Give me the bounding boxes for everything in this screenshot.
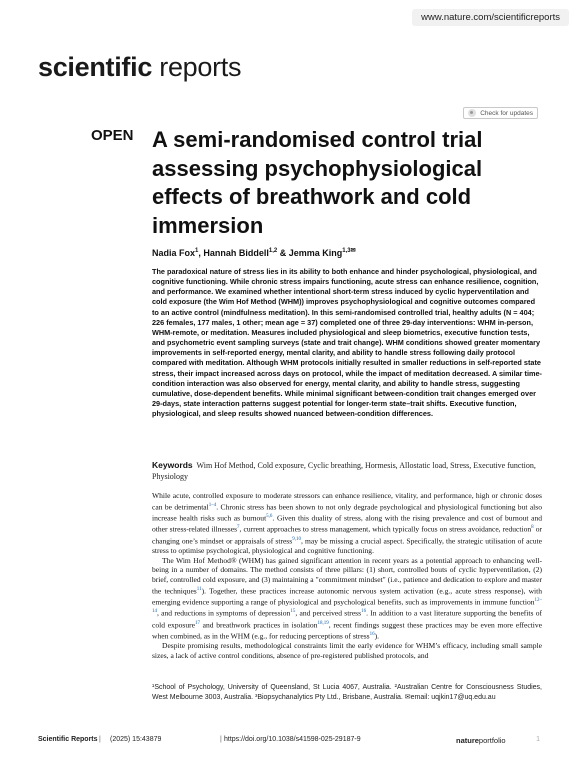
body-text — [152, 491, 542, 661]
citation-link[interactable]: 9,10 — [292, 536, 301, 542]
citation-link[interactable]: 1–4 — [208, 502, 217, 508]
citation-link[interactable]: 8 — [531, 525, 534, 531]
author-name[interactable]: Hannah Biddell — [203, 248, 269, 258]
body-paragraph-2: The Wim Hof Method® (WHM) has gained significant attention in recent years as a potential approach to enhancing well-being in a number of domains. The method consists of three pillars: (1) short, controlled bouts of cyclic hyperventilation, (2) brief, controlled cold exposure, and (3) maintaining a "commitment mindset" (i.e., patience and dedication to explore and master the techniques$^{11}$). Together, these practices increase autonomic nervous system activation (e.g., acute stress response), with emerging evidence supporting a range of physiological and psychological benefits, such as improvements in immune function$^{12-14}$, and reductions in symptoms of depression$^{15}$, and perceived stress$^{16}$. In addition to a vast literature supporting the benefits of cold exposure$^{17}$ and breathwork practices in isolation$^{18,19}$, recent findings suggest these practices may be even more effective when combined, as in the WHM (e.g., for reducing perceptions of stress$^{16}$). — [152, 555, 543, 641]
keywords-label: Keywords — [152, 460, 193, 470]
footer-journal: Scientific Reports — [38, 736, 98, 743]
article-title: A semi-randomised control trial assessing psychophysiological effects of breathwork and cold immersion — [152, 127, 483, 238]
check-for-updates-label: Check for updates — [480, 109, 533, 117]
author-separator: & — [277, 248, 289, 258]
citation-link[interactable]: 12–14 — [152, 598, 542, 615]
page-number: 1 — [536, 736, 540, 743]
author-separator: , — [198, 248, 204, 258]
footer-volume: (2025) 15:43879 — [110, 736, 162, 743]
author-name[interactable]: Nadia Fox — [152, 248, 196, 258]
footer-doi-link[interactable]: https://doi.org/10.1038/s41598-025-29187-9 — [224, 736, 361, 743]
footer-separator: | — [220, 736, 222, 743]
citation-link[interactable]: 5,6 — [266, 514, 273, 520]
page-footer — [38, 736, 540, 748]
author-affiliation: 1,2 — [268, 248, 278, 254]
footer-separator: | — [99, 736, 101, 743]
author-list — [152, 247, 356, 258]
citation-link[interactable]: 11 — [196, 586, 202, 592]
author-affiliation: 1 — [195, 248, 199, 254]
citation-link[interactable]: 18,19 — [317, 620, 329, 626]
body-paragraph-3: Despite promising results, methodological constraints limit the early evidence for WHM’s efficacy, including small sample sizes, a lack of active control conditions, absence of pre-registered published protocols, and — [152, 641, 542, 660]
publisher-logo-light: portfolio — [478, 736, 506, 745]
citation-link[interactable]: 16 — [361, 609, 367, 615]
keywords — [152, 460, 542, 482]
citation-link[interactable]: 15 — [290, 609, 296, 615]
abstract: The paradoxical nature of stress lies in its ability to both enhance and hinder psychological, physiological, and cognitive functioning. While chronic stress impairs functioning, acute stress can enhance resilience, cognition, and performance. We examined whether intentional short-term stress induced by cyclic hyperventilation and cold exposure (the Wim Hof Method (WHM)) improves psychophysiological and cognitive outcomes compared to an active control (mindfulness meditation). In this semi-randomised controlled trial, healthy adults (N = 404; 226 females, 177 males, 1 other; mean age = 37) completed one of three 29-day interventions: WHM in-person, WHM-remote, or meditation. Measures included physiological and sleep biometrics, executive function tests, and psychometric event sampling surveys (state and trait change). WHM conditions showed greater momentary improvements in self-reported energy, mental clarity, and ability to handle stress following daily protocol compared with meditation. Although WHM protocols initially resulted in smaller reductions in self-reported state stress, their impact increased across days on protocol, while the impact of meditation decreased. A similar time-condition interaction was also observed for energy, mental clarity, and ability to handle stress, suggesting cumulative, dose-dependent benefits. While minimal significant between-condition trait changes emerged over 29-days, state interaction patterns suggest potential for longer-term state–trait shifts. Executive function, physiological, and sleep results showed nuanced between-condition differences. — [152, 267, 542, 419]
body-paragraph-1: While acute, controlled exposure to moderate stressors can enhance resilience, vitality, and performance, high or chronic doses can be detrimental$^{1-4}$. Chronic stress has been shown to not only degrade psychological and physiological functioning but also increase health risks such as burnout$^{5,6}$. Given this duality of stress, along with the rising prevalence and cost of burnout and other stress-related illnesses$^7$, current approaches to stress management, which typically focus on stress avoidance, reduction$^8$ or changing one’s mindset or appraisals of stress$^{9,10}$, may be missing a crucial aspect. Specifically, the strategic utilisation of acute stress to optimise psychological, physiological and cognitive functioning. — [152, 491, 542, 555]
keywords-list: Wim Hof Method, Cold exposure, Cyclic breathing, Hormesis, Allostatic load, Stress, Executive function, Physiology — [152, 461, 536, 481]
citation-link[interactable]: 17 — [194, 620, 200, 626]
check-for-updates-button[interactable] — [463, 107, 538, 119]
update-check-icon — [468, 109, 476, 117]
journal-url[interactable]: www.nature.com/scientificreports — [412, 9, 569, 26]
open-access-label: OPEN — [91, 127, 134, 144]
publisher-logo-bold: nature — [456, 736, 479, 745]
citation-link[interactable]: 16 — [369, 631, 375, 637]
journal-logo-bold: scientific — [38, 52, 153, 82]
author-name[interactable]: Jemma King — [288, 248, 343, 258]
journal-logo-light: reports — [152, 52, 242, 82]
email-icon[interactable]: ✉ — [350, 248, 356, 254]
author-affiliation: 1,3 — [342, 248, 351, 254]
citation-link[interactable]: 7 — [237, 525, 240, 531]
journal-logo[interactable] — [38, 52, 241, 83]
publisher-logo — [456, 736, 506, 745]
affiliations-footnote: ¹School of Psychology, University of Queensland, St Lucia 4067, Australia. ²Australian Centre for Consciousness Studies, West Melbourne 3003, Australia. ³Biopsychanalytics Pty Ltd., Brisbane, Australia. ✉email: uqjkin17@uq.edu.au — [152, 684, 542, 701]
